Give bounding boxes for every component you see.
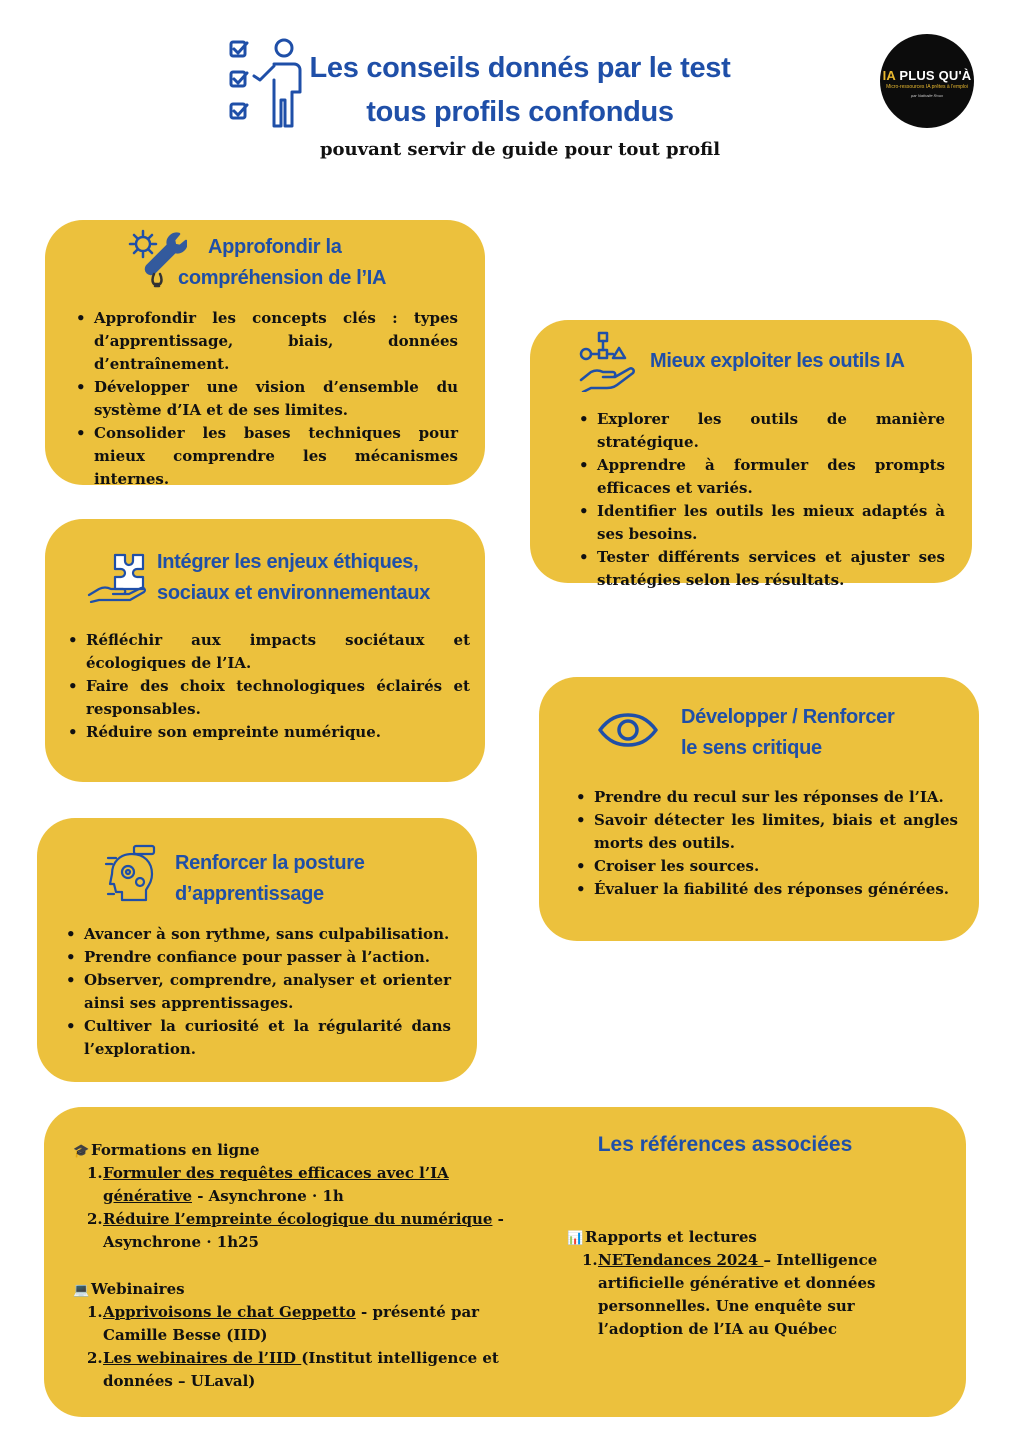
list-item: • Consolider les bases techniques pour mieux comprendre les mécanismes internes. [74,422,458,491]
list-item: • Développer une vision d’ensemble du système d’IA et de ses limites. [74,376,458,422]
formations-list [87,1162,527,1254]
checklist-presenter-icon [226,38,302,130]
card-comprehension-title: Approfondir la compréhension de l’IA [178,236,387,289]
bar-chart-icon: 📊 [567,1231,584,1246]
page-title: Les conseils donnés par le test tous profils confondus [309,52,731,128]
card-critique-list [574,786,958,901]
list-item: • Réduire son empreinte numérique. [66,721,470,744]
list-item[interactable]: 1. Formuler des requêtes efficaces avec l’IA générative - Asynchrone · 1h [87,1164,449,1205]
ref-link[interactable]: NETendances 2024 [598,1251,764,1269]
card-outils-title: Mieux exploiter les outils IA [650,350,905,372]
list-item: • Prendre du recul sur les réponses de l’IA. [574,786,958,809]
ref-link[interactable]: Réduire l’empreinte écologique du numérique [103,1210,493,1228]
card-outils-list [577,408,945,592]
webinaires-list [87,1301,527,1393]
rapports-heading: 📊 Rapports et lectures [567,1226,757,1250]
list-item: • Faire des choix technologiques éclairés et responsables. [66,675,470,721]
brand-logo: IA PLUS QU'À Micro-ressources IA prêtes à l'emploi par Nathalie Roux [880,34,974,128]
ref-link[interactable]: Apprivoisons le chat Geppetto [103,1303,356,1321]
card-critique-title: Développer / Renforcer le sens critique [681,706,895,759]
list-item[interactable]: 2. Les webinaires de l’IID (Institut intelligence et données – ULaval) [87,1349,499,1390]
card-posture-list [64,923,451,1061]
list-item[interactable]: 2. Réduire l’empreinte écologique du numérique - Asynchrone · 1h25 [87,1210,504,1251]
rapports-list [582,1249,937,1341]
ref-link[interactable]: Les webinaires de l’IID [103,1349,302,1367]
list-item: • Apprendre à formuler des prompts efficaces et variés. [577,454,945,500]
eye-icon [597,712,659,748]
list-item: • Croiser les sources. [574,855,958,878]
list-item: • Explorer les outils de manière stratégique. [577,408,945,454]
list-item[interactable]: 1. NETendances 2024 – Intelligence artificielle générative et données personnelles. Une enquête sur l’adoption de l’IA au Québec [582,1251,878,1338]
ref-link[interactable]: Formuler des requêtes efficaces avec l’IA générative [103,1164,449,1205]
list-item: • Observer, comprendre, analyser et orienter ainsi ses apprentissages. [64,969,451,1015]
list-item[interactable]: 1. Apprivoisons le chat Geppetto - présenté par Camille Besse (IID) [87,1303,480,1344]
list-item: • Évaluer la fiabilité des réponses générées. [574,878,958,901]
webinaires-heading: 💻 Webinaires [73,1278,185,1302]
page-subtitle: pouvant servir de guide pour tout profil [319,139,721,160]
list-item: • Réfléchir aux impacts sociétaux et écologiques de l’IA. [66,629,470,675]
card-ethique-title: Intégrer les enjeux éthiques, sociaux et environnementaux [157,551,431,604]
card-comprehension-list [74,307,458,491]
card-ethique-list [66,629,470,744]
graduation-cap-icon: 🎓 [73,1144,90,1159]
list-item: • Cultiver la curiosité et la régularité dans l’exploration. [64,1015,451,1061]
formations-heading: 🎓 Formations en ligne [73,1139,260,1163]
hand-flowchart-icon [577,330,637,392]
head-gears-icon [104,844,160,904]
references-title: Les références associées [597,1133,853,1156]
list-item: • Avancer à son rythme, sans culpabilisation. [64,923,451,946]
list-item: • Identifier les outils les mieux adaptés à ses besoins. [577,500,945,546]
card-posture-title: Renforcer la posture d’apprentissage [175,852,365,905]
hand-puzzle-icon [87,551,151,603]
list-item: • Approfondir les concepts clés : types d’apprentissage, biais, données d’entraînement. [74,307,458,376]
laptop-icon: 💻 [73,1283,90,1298]
list-item: • Prendre confiance pour passer à l’action. [64,946,451,969]
list-item: • Tester différents services et ajuster ses stratégies selon les résultats. [577,546,945,592]
list-item: • Savoir détecter les limites, biais et angles morts des outils. [574,809,958,855]
